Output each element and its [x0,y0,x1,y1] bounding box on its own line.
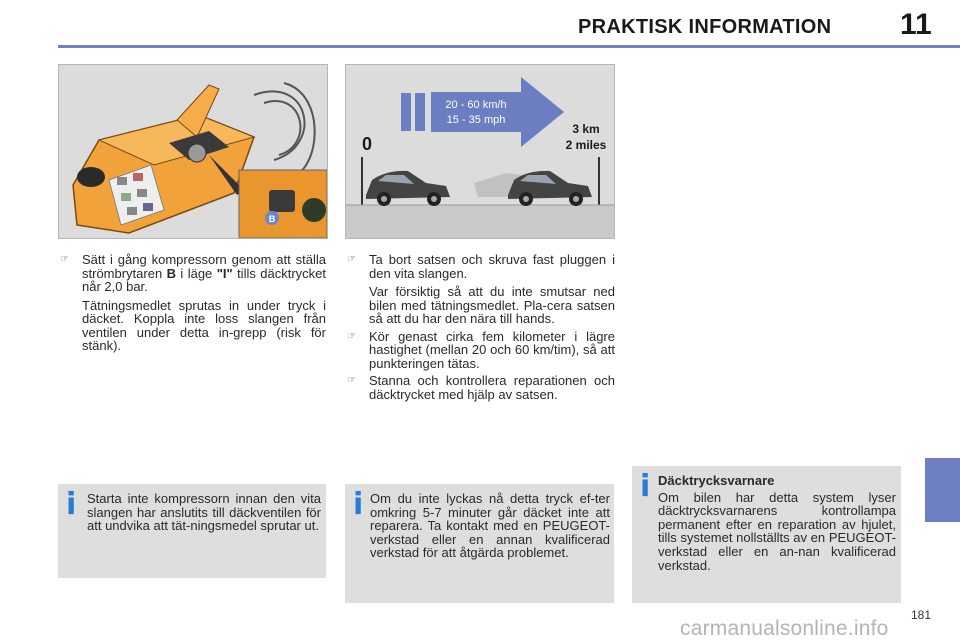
chapter-number: 11 [900,8,932,41]
pointing-finger-icon: ☞ [347,375,356,386]
speed-diagram-drawing [346,65,614,238]
page-title: PRAKTISK INFORMATION [578,16,832,38]
bullet-paragraph: Var försiktig så att du inte smutsar ned bilen med tätningsmedlet. Pla-cera satsen så att du har den nära till hands. [369,284,615,326]
instructions-column-2 [347,253,615,405]
switch-b-ref: B [166,265,176,281]
info-box-pressure [345,484,614,603]
info-box-tpms [632,466,901,603]
start-distance-label: 0 [362,134,373,154]
bullet-text: Kör genast cirka fem kilometer i lägre hastighet (mellan 20 och 60 km/tim), så att punkteringen tätas. [369,328,615,371]
bullet-item [347,374,615,401]
info-icon: i [66,487,77,522]
switch-b-label: B [268,214,276,224]
compressor-kit-illustration [58,64,328,239]
bullet-paragraph: Tätningsmedlet sprutas in under tryck i däcket. Koppla inte loss slangen från ventilen under detta in-grepp (risk för stänk). [82,297,326,353]
bullet-item [347,330,615,371]
chapter-side-tab [925,458,960,522]
page-number: 181 [911,608,932,622]
pointing-finger-icon: ☞ [347,254,356,265]
info-title: Däcktrycksvarnare [658,473,775,488]
info-icon: i [640,469,651,504]
bullet-text: i läge [176,265,217,281]
distance-km-label: 3 km [572,122,600,136]
bullet-item [347,253,615,326]
speed-mph-label: 15 - 35 mph [446,114,506,126]
speed-kmh-label: 20 - 60 km/h [445,99,507,111]
compressor-kit-drawing [59,65,327,238]
pointing-finger-icon: ☞ [60,254,69,265]
info-text: Om bilen har detta system lyser däcktrycksvarnarens kontrollampa permanent efter en reparation av hjulet, tills systemet nollställts av en PEUGEOT-verkstad eller en an-nan kvalificerad verkstad. [658,489,896,573]
position-i-ref: "I" [216,265,233,281]
info-text: Starta inte kompressorn innan den vita slangen har anslutits till däckventilen för att undvika att tät-ningsmedel sprutar ut. [87,491,321,534]
bullet-text: Stanna och kontrollera reparationen och däcktrycket med hjälp av satsen. [369,373,615,402]
bullet-item [60,253,326,353]
info-text: Om du inte lyckas nå detta tryck ef-ter omkring 5-7 minuter går däcket inte att reparera. Ta kontakt med en PEUGEOT-verkstad eller en annan kvalificerad verkstad för att åtgärda problemet. [370,491,610,561]
distance-miles-label: 2 miles [565,138,607,152]
speed-distance-diagram [345,64,615,239]
info-text-block [658,474,896,572]
bullet-text: tills däcktrycket når 2,0 bar. [82,265,326,294]
watermark: carmanualsonline.info [680,617,889,640]
bullet-text: Sätt i gång kompressorn genom att ställa strömbrytaren [82,252,326,281]
info-icon: i [353,487,364,522]
info-box-compressor [58,484,326,578]
pointing-finger-icon: ☞ [347,330,356,342]
bullet-text: Ta bort satsen och skruva fast pluggen i den vita slangen. [369,252,615,281]
header-rule [58,45,960,48]
instructions-column-1 [60,253,326,357]
